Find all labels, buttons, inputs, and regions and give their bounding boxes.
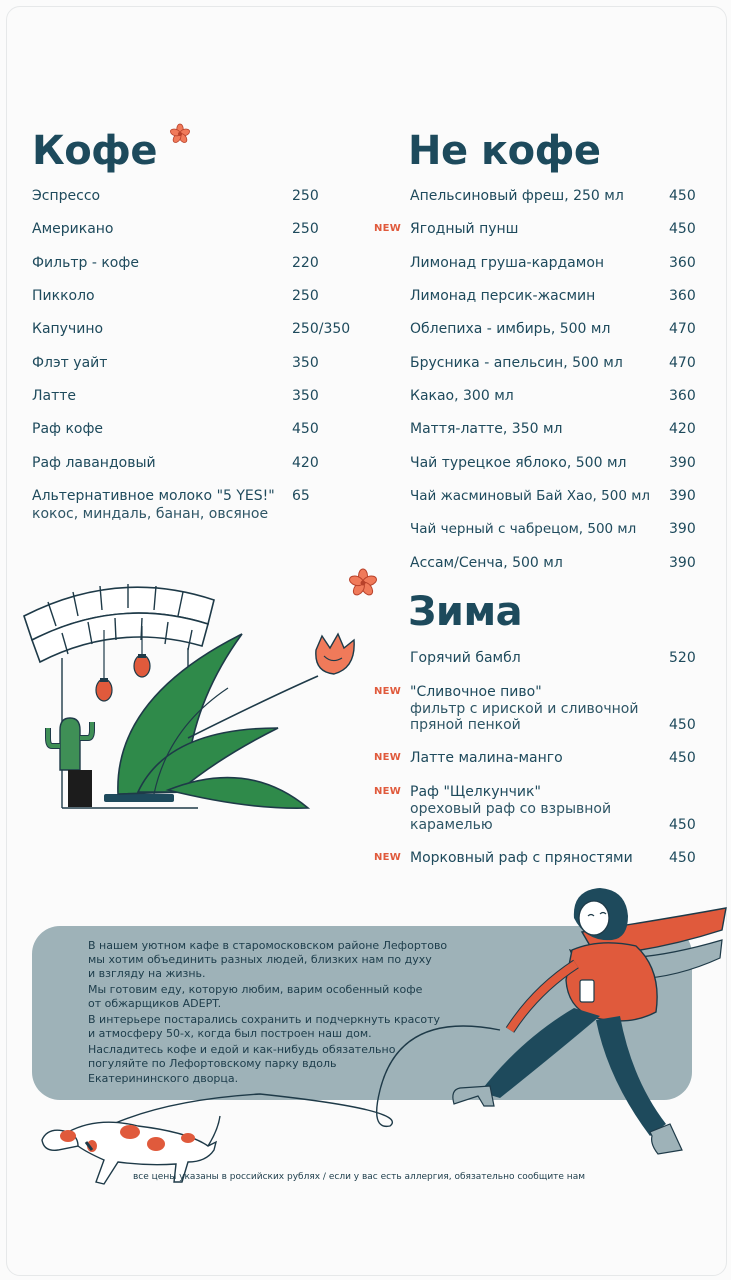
menu-item-price: 250/350: [292, 321, 351, 337]
new-badge: NEW: [374, 852, 402, 863]
menu-item-price: 360: [669, 288, 696, 304]
tulip-icon: [316, 634, 354, 674]
menu-item-name: "Сливочное пиво": [410, 684, 542, 700]
winter-heading: Зима: [408, 589, 523, 635]
menu-item-price: 250: [292, 221, 319, 237]
menu-item-price: 250: [292, 288, 319, 304]
about-line: В интерьере постарались сохранить и подчеркнуть красоту: [88, 1013, 441, 1026]
menu-item-name: Альтернативное молоко "5 YES!": [32, 488, 275, 504]
menu-item-name: Лимонад груша-кардамон: [410, 255, 605, 271]
menu-item-price: 450: [669, 221, 696, 237]
menu-item-price: 450: [669, 717, 696, 733]
footer-note: все цены указаны в российских рублях / если у вас есть аллергия, обязательно сообщите нам: [133, 1172, 585, 1182]
menu-item-name: Раф "Щелкунчик": [410, 784, 541, 800]
menu-item-note: карамелью: [410, 817, 493, 833]
menu-item-price: 220: [292, 255, 319, 271]
not-coffee-heading: Не кофе: [408, 128, 601, 174]
menu-item-name: Апельсиновый фреш, 250 мл: [410, 188, 624, 204]
woman-illustration: [360, 880, 730, 1180]
menu-item-price: 390: [669, 521, 696, 537]
menu-item-price: 390: [669, 555, 696, 571]
menu-item-name: Чай турецкое яблоко, 500 мл: [410, 455, 627, 471]
menu-item-name: Чай черный с чабрецом, 500 мл: [410, 521, 637, 537]
menu-item-name: Горячий бамбл: [410, 650, 521, 666]
menu-item-price: 420: [669, 421, 696, 437]
menu-item-price: 420: [292, 455, 319, 471]
menu-item-price: 250: [292, 188, 319, 204]
menu-item-price: 390: [669, 488, 696, 504]
menu-item-name: Чай жасминовый Бай Хао, 500 мл: [410, 488, 651, 504]
menu-item-price: 350: [292, 355, 319, 371]
new-badge: NEW: [374, 686, 402, 697]
menu-item-price: 450: [669, 750, 696, 766]
coffee-heading: Кофе: [32, 128, 157, 174]
menu-item-name: Раф лавандовый: [32, 455, 156, 471]
menu-item-name: Морковный раф с пряностями: [410, 850, 633, 866]
menu-item-name: Маття-латте, 350 мл: [410, 421, 563, 437]
menu-item-name: Фильтр - кофе: [32, 255, 139, 271]
menu-item-name: Эспрессо: [32, 188, 101, 204]
menu-item-name: Какао, 300 мл: [410, 388, 514, 404]
menu-item-name: Латте: [32, 388, 77, 404]
menu-item-name: Капучино: [32, 321, 104, 337]
about-line: Насладитесь кофе и едой и как-нибудь обязательно: [88, 1043, 396, 1056]
menu-item-name: Флэт уайт: [32, 355, 108, 371]
menu-item-note: ореховый раф со взрывной: [410, 801, 612, 817]
cactus-icon: [48, 718, 92, 807]
menu-item-note: фильтр с ириской и сливочной: [410, 701, 639, 717]
plant-illustration: [18, 578, 368, 813]
menu-item-price: 470: [669, 355, 696, 371]
menu-item-name: Американо: [32, 221, 114, 237]
new-badge: NEW: [374, 223, 402, 234]
menu-item-name: Латте малина-манго: [410, 750, 563, 766]
menu-item-name: Брусника - апельсин, 500 мл: [410, 355, 623, 371]
about-line: и атмосферу 50-х, когда был построен наш дом.: [88, 1027, 372, 1040]
menu-item-price: 360: [669, 255, 696, 271]
menu-item-note: пряной пенкой: [410, 717, 521, 733]
about-line: Екатерининского дворца.: [88, 1072, 239, 1085]
menu-item-price: 450: [669, 188, 696, 204]
about-line: погуляйте по Лефортовскому парку вдоль: [88, 1057, 337, 1070]
menu-item-name: Пикколо: [32, 288, 95, 304]
about-line: мы хотим объединить разных людей, близких нам по духу: [88, 953, 432, 966]
about-line: и взгляду на жизнь.: [88, 967, 206, 980]
menu-item-name: Ассам/Сенча, 500 мл: [410, 555, 563, 571]
flower-icon: [168, 122, 192, 146]
menu-item-note: кокос, миндаль, банан, овсяное: [32, 506, 269, 522]
menu-item-price: 390: [669, 455, 696, 471]
about-line: Мы готовим еду, которую любим, варим особенный кофе: [88, 983, 423, 996]
menu-item-price: 450: [669, 850, 696, 866]
menu-item-name: Ягодный пунш: [410, 221, 519, 237]
menu-item-price: 360: [669, 388, 696, 404]
menu-item-price: 350: [292, 388, 319, 404]
menu-item-name: Лимонад персик-жасмин: [410, 288, 596, 304]
menu-item-price: 450: [292, 421, 319, 437]
menu-item-name: Раф кофе: [32, 421, 104, 437]
menu-item-price: 520: [669, 650, 696, 666]
menu-item-price: 470: [669, 321, 696, 337]
new-badge: NEW: [374, 786, 402, 797]
menu-item-price: 65: [292, 488, 310, 504]
about-line: В нашем уютном кафе в старомосковском районе Лефортово: [88, 939, 448, 952]
menu-item-name: Облепиха - имбирь, 500 мл: [410, 321, 611, 337]
new-badge: NEW: [374, 752, 402, 763]
about-line: от обжарщиков ADEPT.: [88, 997, 222, 1010]
menu-item-price: 450: [669, 817, 696, 833]
